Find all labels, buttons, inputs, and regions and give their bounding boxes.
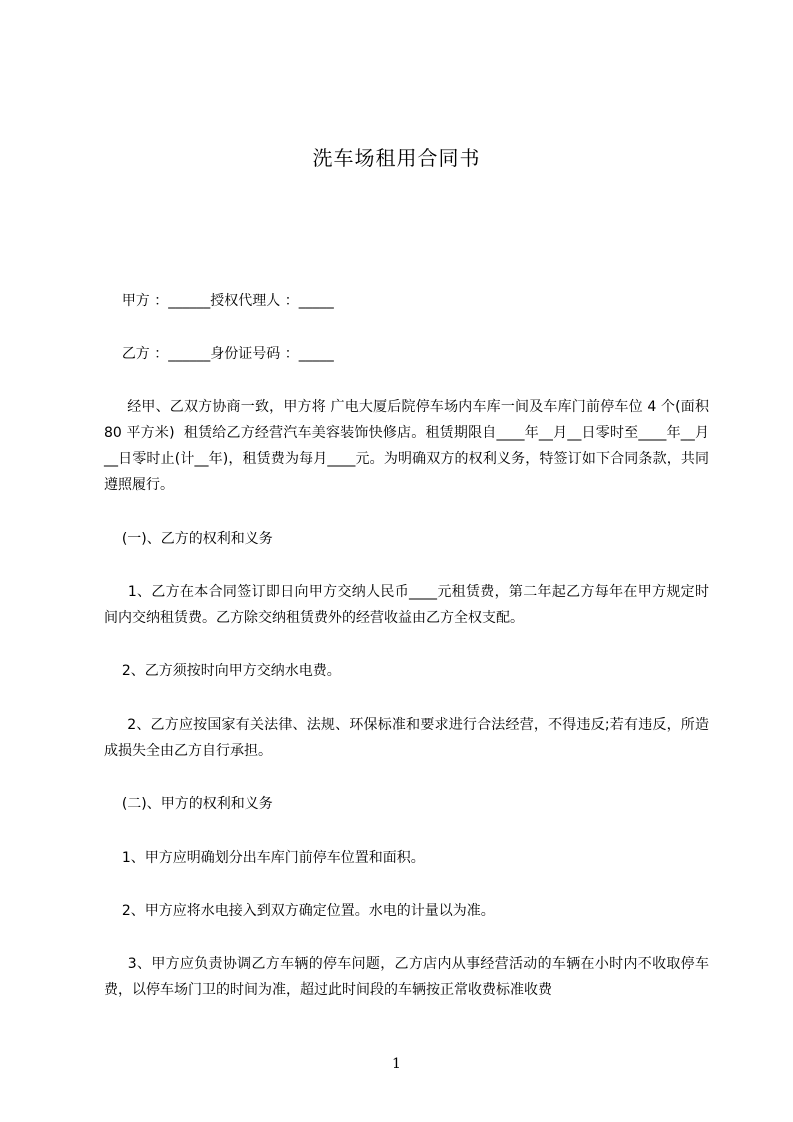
party-b-line: 乙方 ：______身份证号码 ：_____ xyxy=(104,346,334,362)
page-number: 1 xyxy=(392,1056,401,1072)
party-a-line: 甲方 ：______授权代理人 ：_____ xyxy=(104,293,334,309)
section-2-heading: (二)、甲方的权利和义务 xyxy=(104,796,273,812)
section-1-heading: (一)、乙方的权利和义务 xyxy=(104,531,273,547)
document-title: 洗车场租用合同书 xyxy=(312,146,481,170)
section-2-item-2: 2、甲方应将水电接入到双方确定位置。水电的计量以为准。 xyxy=(104,903,495,919)
section-2-item-1: 1、甲方应明确划分出车库门前停车位置和面积。 xyxy=(104,850,425,866)
intro-paragraph: 经甲、乙双方协商一致，甲方将 广电大厦后院停车场内车库一间及车库门前停车位 4 个(面积 80 平方米) 租赁给乙方经营汽车美容装饰快修店。租赁期限自____年__月__日零时至____年__月__日零时止(计__年)，租赁费为每月____元。为明确双方的权利义务，特签订如下合同条款，共同遵照履行。 xyxy=(104,399,714,493)
section-1-item-1: 1、乙方在本合同签订即日向甲方交纳人民币____元租赁费，第二年起乙方每年在甲方规定时间内交纳租赁费。乙方除交纳租赁费外的经营收益由乙方全权支配。 xyxy=(104,584,709,626)
section-1-item-2: 2、乙方须按时向甲方交纳水电费。 xyxy=(104,663,341,679)
section-2-item-3: 3、甲方应负责协调乙方车辆的停车问题，乙方店内从事经营活动的车辆在小时内不收取停车费，以停车场门卫的时间为准，超过此时间段的车辆按正常收费标准收费 xyxy=(104,956,709,998)
section-1-item-2b: 2、乙方应按国家有关法律、法规、环保标准和要求进行合法经营，不得违反;若有违反，所造成损失全由乙方自行承担。 xyxy=(104,717,709,759)
